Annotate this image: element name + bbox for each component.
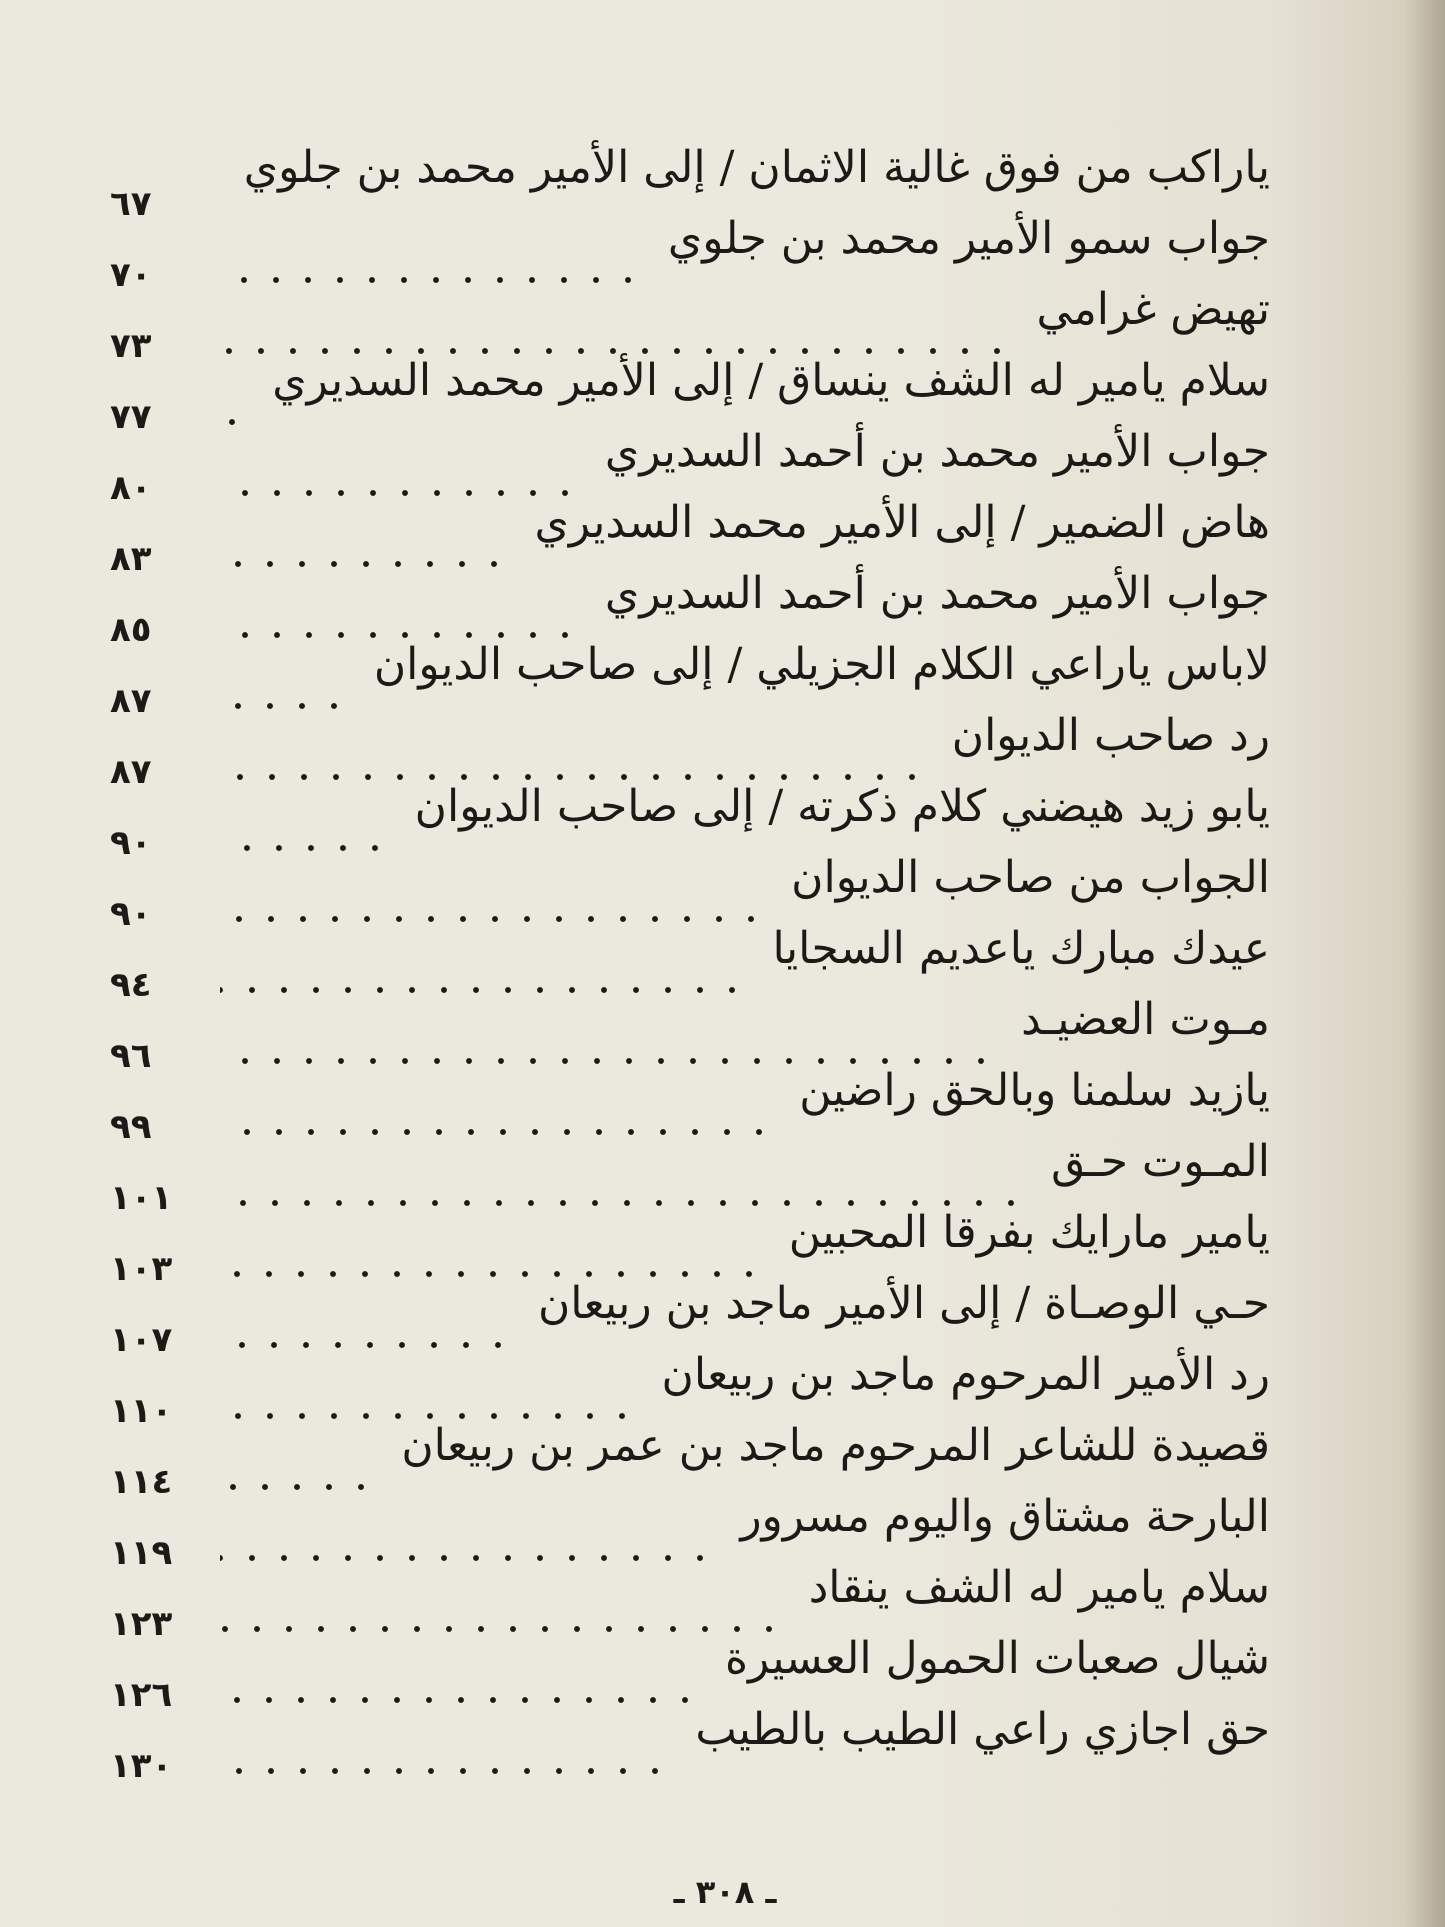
toc-entry: [110, 1629, 1270, 1715]
entry-page-number: ٩٠: [110, 894, 152, 934]
entry-title: جواب الأمير محمد بن أحمد السديري: [604, 568, 1270, 619]
toc-entry: [110, 1203, 1270, 1289]
entry-page-number: ١٣٠: [110, 1746, 173, 1786]
entry-title: البارحة مشتاق واليوم مسرور: [740, 1491, 1270, 1542]
toc-entry: [110, 138, 1270, 224]
toc-entry: [110, 280, 1270, 366]
entry-title: جواب سمو الأمير محمد بن جلوي: [667, 213, 1270, 264]
entry-page-number: ٩٦: [110, 1036, 152, 1076]
entry-title: قصيدة للشاعر المرحوم ماجد بن عمر بن ربيعان: [401, 1420, 1270, 1471]
entry-title: سلام يامير له الشف ينقاد: [808, 1562, 1270, 1613]
entry-title: حق اجازي راعي الطيب بالطيب: [695, 1704, 1270, 1755]
entry-title: سلام يامير له الشف ينساق / إلى الأمير محمد السديري: [272, 355, 1270, 406]
entry-title: يامير مارايك بفرقا المحبين: [788, 1207, 1270, 1258]
toc-entry: [110, 706, 1270, 792]
dot-leader: [220, 1768, 671, 1774]
entry-title: شيال صعبات الحمول العسيرة: [724, 1633, 1270, 1684]
entry-title: المـوت حـق: [1051, 1136, 1270, 1187]
toc-entry: [110, 1061, 1270, 1147]
toc-entry: [110, 209, 1270, 295]
entry-page-number: ٨٥: [110, 610, 152, 650]
toc-entry: [110, 422, 1270, 508]
entry-page-number: ١٢٦: [110, 1675, 173, 1715]
entry-page-number: ٦٧: [110, 184, 152, 224]
entry-title: ياراكب من فوق غالية الاثمان / إلى الأمير محمد بن جلوي: [243, 142, 1270, 193]
entry-page-number: ٨٠: [110, 468, 152, 508]
entry-page-number: ١١٠: [110, 1391, 173, 1431]
entry-page-number: ١١٤: [110, 1462, 173, 1502]
toc-entry: [110, 777, 1270, 863]
toc-entry: [110, 635, 1270, 721]
entry-title: هاض الضمير / إلى الأمير محمد السديري: [534, 497, 1270, 548]
entry-page-number: ٨٧: [110, 681, 152, 721]
entry-page-number: ٧٧: [110, 397, 152, 437]
entry-page-number: ١٠٣: [110, 1249, 173, 1289]
toc-entry: [110, 1416, 1270, 1502]
entry-page-number: ١١٩: [110, 1533, 173, 1573]
entry-page-number: ٩٤: [110, 965, 152, 1005]
entry-page-number: ٧٠: [110, 255, 152, 295]
entry-page-number: ١٢٣: [110, 1604, 173, 1644]
entry-title: جواب الأمير محمد بن أحمد السديري: [604, 426, 1270, 477]
entry-title: رد صاحب الديوان: [951, 710, 1270, 761]
entry-page-number: ٨٧: [110, 752, 152, 792]
toc-entry: [110, 1132, 1270, 1218]
toc-entry: [110, 1487, 1270, 1573]
entry-title: مـوت العضيـد: [1021, 994, 1270, 1045]
entry-title: يازيد سلمنا وبالحق راضين: [799, 1065, 1270, 1116]
toc-entry: [110, 1345, 1270, 1431]
entry-title: رد الأمير المرحوم ماجد بن ربيعان: [661, 1349, 1270, 1400]
entry-title: تهيض غرامي: [1036, 284, 1270, 335]
entry-title: حـي الوصـاة / إلى الأمير ماجد بن ربيعان: [537, 1278, 1270, 1329]
entry-title: لاباس ياراعي الكلام الجزيلي / إلى صاحب الديوان: [373, 639, 1270, 690]
toc-entry: [110, 1700, 1270, 1786]
entry-page-number: ٧٣: [110, 326, 152, 366]
entry-title: عيدك مبارك ياعديم السجايا: [772, 923, 1270, 974]
entry-page-number: ١٠٧: [110, 1320, 173, 1360]
toc-entry: [110, 493, 1270, 579]
entry-page-number: ١٠١: [110, 1178, 173, 1218]
entry-page-number: ٩٩: [110, 1107, 152, 1147]
toc-entry: [110, 351, 1270, 437]
entry-page-number: ٩٠: [110, 823, 152, 863]
toc-entry: [110, 1558, 1270, 1644]
toc-entry: [110, 1274, 1270, 1360]
toc-entry: [110, 564, 1270, 650]
toc-entry: [110, 848, 1270, 934]
entry-page-number: ٨٣: [110, 539, 152, 579]
page-number-footer: ـ ٣٠٨ ـ: [673, 1873, 777, 1911]
entry-title: الجواب من صاحب الديوان: [791, 852, 1270, 903]
entry-title: يابو زيد هيضني كلام ذكرته / إلى صاحب الديوان: [414, 781, 1270, 832]
toc-entry: [110, 990, 1270, 1076]
toc-entry: [110, 919, 1270, 1005]
